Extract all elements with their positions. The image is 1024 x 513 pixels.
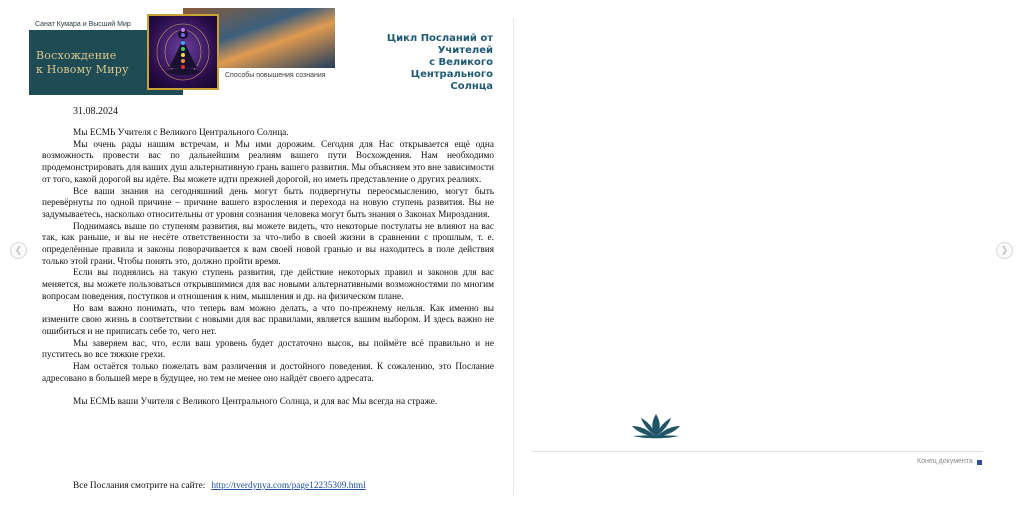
banner-title-line2: к Новому Миру — [36, 63, 129, 76]
closing-paragraph: Мы ЕСМЬ ваши Учителя с Великого Центрального Солнца, и для вас Мы всегда на страже. — [73, 397, 438, 408]
banner-title-line1: Восхождение — [36, 49, 117, 62]
paragraph: Нам остаётся только пожелать вам различения и достойного поведения. К сожалению, это Послание адресовано в большей мере в будущее, но тем не менее оно найдёт своего адресата. — [42, 362, 494, 384]
paragraph: Мы очень рады нашим встречам, и Мы ими дорожим. Сегодня для Нас открывается ещё одна возможность провести вас по дальнейшим реалиям вашего пути Восхождения. Нам необходимо продемонстрировать для ваших душ альтернативную грань вашего развития. Мы объясняем это вне зависимости от того, какой дорогой вы идёте. Вы можете идти прежней дорогой, но иметь представление о других реалиях. — [42, 139, 494, 185]
series-title-line1: Цикл Посланий от — [386, 33, 493, 44]
footer-text: Все Послания смотрите на сайте: — [73, 481, 206, 491]
end-marker-icon — [977, 460, 982, 465]
paragraph: Мы заверяем вас, что, если ваш уровень будет достаточно высок, вы поймёте всё правильно и не пуститесь во все тяжкие грехи. — [42, 338, 494, 361]
lotus-icon — [629, 412, 683, 440]
page-divider — [513, 18, 514, 495]
footer-line — [73, 481, 366, 491]
end-of-document-label: Конец документа — [917, 458, 973, 465]
paragraph: Поднимаясь выше по ступеням развития, вы можете видеть, что некоторые постулаты не влияют на вас так, как раньше, и вы не несёте ответственности за что-либо в своей жизни в сравнении с прошлым, т. е. определённые правила и законы поворачивается к вам своей новой гранью и вы находитесь в поле действия только этой грани. Чтобы понять это, должно пройти время. — [42, 221, 494, 267]
banner-subtitle: Санат Кумара и Высший Мир — [35, 21, 131, 28]
paragraph: Мы ЕСМЬ Учителя с Великого Центрального Солнца. — [73, 128, 289, 138]
message-body — [42, 128, 494, 409]
banner-caption: Способы повышения сознания — [225, 72, 326, 79]
paragraph: Но вам важно понимать, что теперь вам можно делать, а что по-прежнему нельзя. Как именно вы измените свою жизнь в соответствии с новыми для вас правилами, является вашим выбором. И здесь важно не ошибиться и не приписать себе то, чего нет. — [42, 303, 494, 337]
paragraph: Все ваши знания на сегодняшний день могут быть подвергнуты переосмыслению, могут быть перевёрнуты по одной причине – причине вашего взросления и перехода на новую ступень развития. Вы не задумываетесь, насколько относительны от уровня сознания человека могут быть знания о Законах Мироздания. — [42, 186, 494, 220]
website-link[interactable]: http://tverdynya.com/page12235309.html — [211, 481, 366, 491]
previous-page-button[interactable] — [10, 242, 27, 259]
series-title — [345, 33, 493, 93]
next-page-button[interactable] — [996, 242, 1013, 259]
banner-image — [29, 8, 335, 95]
series-title-line3: с Великого Центрального — [410, 57, 493, 80]
series-title-line4: Солнца — [450, 81, 493, 92]
meditation-figure-image — [147, 14, 219, 90]
message-date: 31.08.2024 — [73, 106, 118, 117]
banner-title — [36, 49, 129, 77]
chevron-left-icon: ❮ — [14, 245, 23, 256]
series-title-line2: Учителей — [437, 45, 493, 56]
end-divider — [531, 451, 983, 452]
chevron-right-icon: ❯ — [1000, 245, 1009, 256]
paragraph: Если вы поднялись на такую ступень развития, где действие некоторых правил и законов для вас меняется, вы можете пользоваться открывшимися для вас новыми альтернативными возможностями по многим вопросам поведения, поступков и отношения к ним, мышления и др. на физическом плане. — [42, 268, 494, 302]
